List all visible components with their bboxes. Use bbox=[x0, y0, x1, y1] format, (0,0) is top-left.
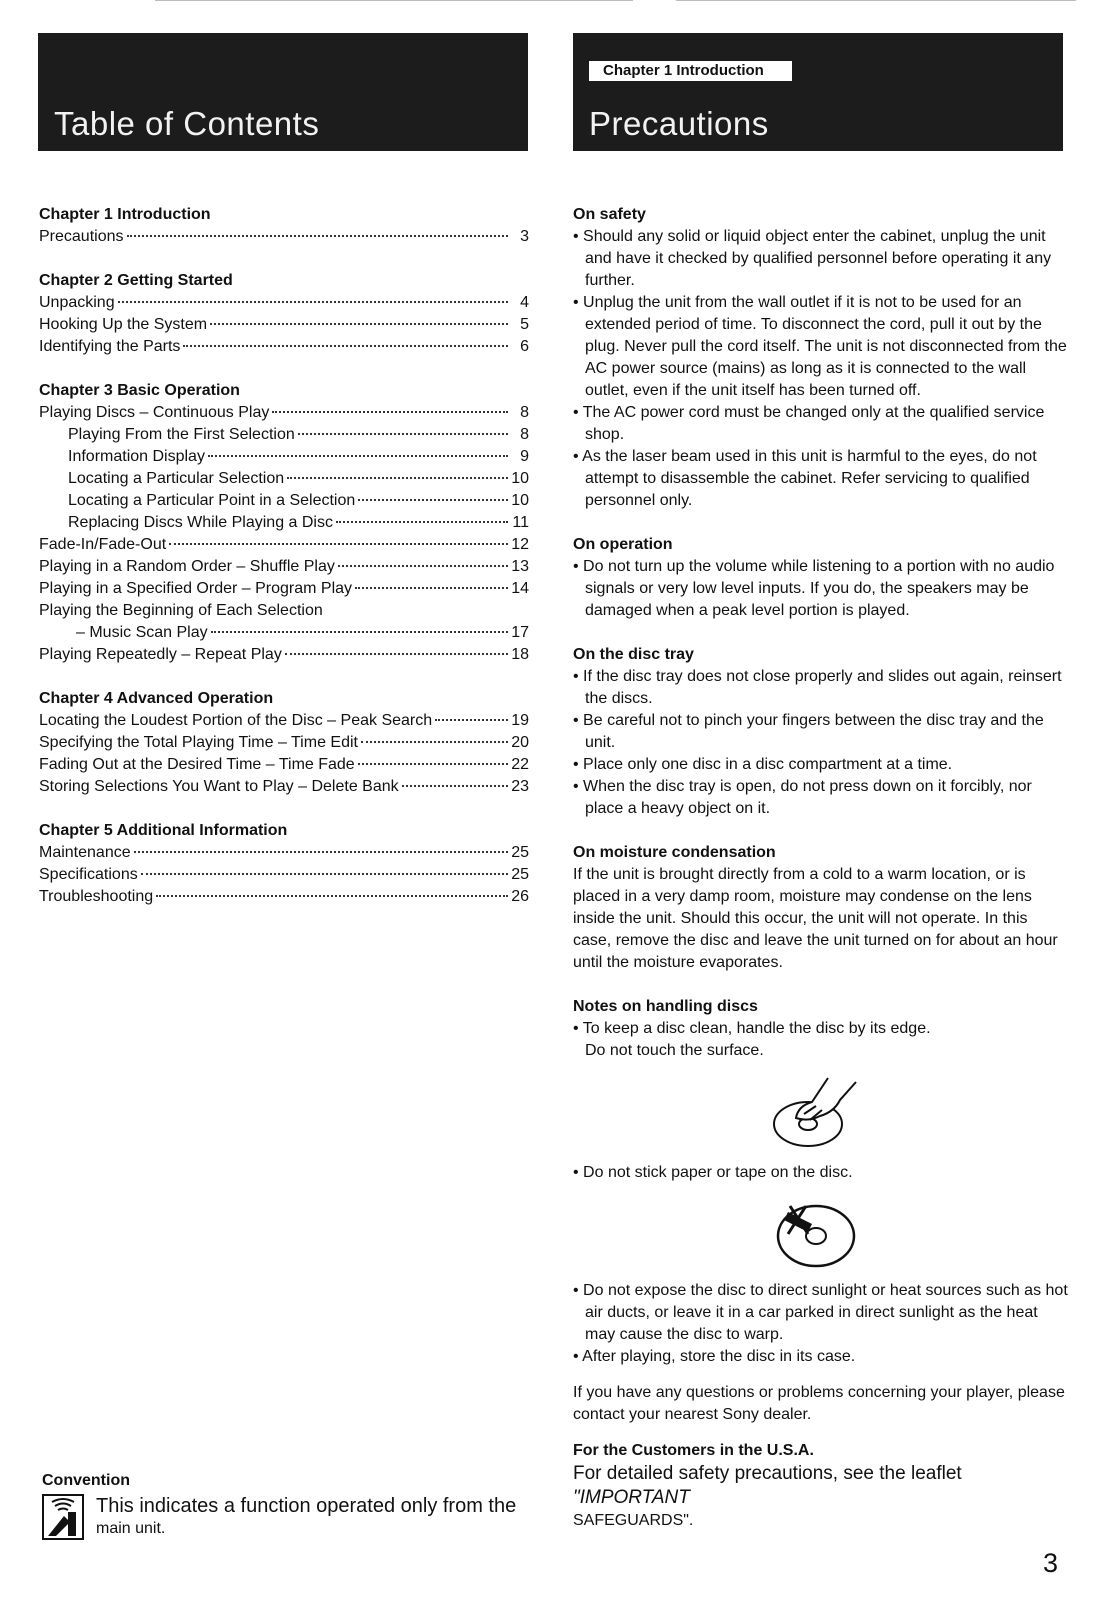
toc-entry-label: Precautions bbox=[39, 228, 124, 245]
leader-dots bbox=[287, 477, 508, 479]
toc-entry-page: 6 bbox=[520, 338, 529, 355]
convention-heading: Convention bbox=[42, 1472, 130, 1489]
toc-entry-label: Replacing Discs While Playing a Disc bbox=[68, 514, 333, 531]
toc-chapter-4: Chapter 4 Advanced Operation bbox=[39, 690, 274, 707]
leader-dots bbox=[402, 785, 508, 787]
leader-dots bbox=[285, 653, 508, 655]
convention-text-line2: main unit. bbox=[96, 1520, 166, 1537]
bullet-text: • Should any solid or liquid object enter the cabinet, unplug the unit and have it checked by qualified personnel before operating it any further. bbox=[573, 228, 1052, 289]
toc-entry-page: 26 bbox=[511, 888, 529, 905]
toc-entry-label: – Music Scan Play bbox=[76, 624, 208, 641]
toc-entry-label: Fading Out at the Desired Time – Time Fade bbox=[39, 756, 355, 773]
toc-entry-label: Information Display bbox=[68, 448, 205, 465]
leader-dots bbox=[210, 323, 508, 325]
customers-text-c: SAFEGUARDS". bbox=[573, 1512, 694, 1529]
toc-entry-label: Locating a Particular Point in a Selection bbox=[68, 492, 356, 509]
bullet-text: • After playing, store the disc in its case. bbox=[573, 1348, 856, 1365]
toc-entry-page: 23 bbox=[511, 778, 529, 795]
bullet-text: • As the laser beam used in this unit is harmful to the eyes, do not attempt to disassemble the cabinet. Refer servicing to qualified personnel only. bbox=[573, 448, 1037, 509]
leader-dots bbox=[358, 763, 508, 765]
section-heading: Notes on handling discs bbox=[573, 998, 758, 1015]
toc-entry[interactable] bbox=[39, 314, 529, 336]
toc-entry[interactable] bbox=[39, 556, 529, 578]
toc-entry-label: Playing in a Random Order – Shuffle Play bbox=[39, 558, 335, 575]
precautions-title: Precautions bbox=[589, 105, 769, 142]
toc-entry-page: 4 bbox=[520, 294, 529, 311]
toc-entry-page: 25 bbox=[511, 866, 529, 883]
bullet-text: • Do not expose the disc to direct sunlight or heat sources such as hot air ducts, or leave it in a car parked in direct sunlight as the heat may cause the disc to warp. bbox=[573, 1282, 1068, 1343]
toc-entry[interactable] bbox=[39, 292, 529, 314]
toc-entry[interactable] bbox=[39, 468, 529, 490]
toc-entry-label: Troubleshooting bbox=[39, 888, 154, 905]
toc-chapter-5: Chapter 5 Additional Information bbox=[39, 822, 288, 839]
toc-entry-label: Playing Discs – Continuous Play bbox=[39, 404, 270, 421]
leader-dots bbox=[156, 895, 508, 897]
leader-dots bbox=[208, 455, 508, 457]
disc-with-tape-illustration bbox=[768, 1194, 868, 1272]
toc-entry-page: 22 bbox=[511, 756, 529, 773]
toc-entry-page: 25 bbox=[511, 844, 529, 861]
bullet-text: Do not touch the surface. bbox=[585, 1042, 764, 1059]
customers-text-a: For detailed safety precautions, see the leaflet bbox=[573, 1463, 962, 1484]
toc-title: Table of Contents bbox=[54, 105, 320, 142]
toc-entry[interactable] bbox=[39, 622, 529, 644]
toc-entry-page: 8 bbox=[520, 404, 529, 421]
leader-dots bbox=[134, 851, 508, 853]
toc-entry-page: 8 bbox=[520, 426, 529, 443]
leader-dots bbox=[338, 565, 508, 567]
page-number: 3 bbox=[1043, 1548, 1059, 1578]
chapter-tag: Chapter 1 Introduction bbox=[589, 61, 792, 81]
toc-entry[interactable] bbox=[39, 446, 529, 468]
leader-dots bbox=[361, 741, 508, 743]
precautions-banner bbox=[573, 33, 1063, 151]
bullet-text: • Unplug the unit from the wall outlet if it is not to be used for an extended period of time. To disconnect the cord, pull it out by the plug. Never pull the cord itself. The unit is not disconnected from the AC power source (mains) as long as it is connected to the wall outlet, even if the unit itself has been turned off. bbox=[573, 294, 1067, 399]
leader-dots bbox=[435, 719, 508, 721]
toc-entry-label: Maintenance bbox=[39, 844, 131, 861]
toc-entry-label: Unpacking bbox=[39, 294, 115, 311]
main-unit-icon bbox=[42, 1494, 84, 1540]
paragraph-text: If the unit is brought directly from a cold to a warm location, or is placed in a very damp room, moisture may condense on the lens inside the unit. Should this occur, the unit will not operate. In this case, remove the disc and leave the unit turned on for about an hour until the moisture evaporates. bbox=[573, 866, 1058, 971]
customers-text bbox=[573, 1462, 1069, 1510]
leader-dots bbox=[211, 631, 508, 633]
section-heading: On moisture condensation bbox=[573, 844, 776, 861]
bullet-text: • Be careful not to pinch your fingers between the disc tray and the unit. bbox=[573, 712, 1044, 751]
leader-dots bbox=[272, 411, 508, 413]
toc-entry-label: Specifications bbox=[39, 866, 138, 883]
toc-entry[interactable] bbox=[39, 710, 529, 732]
toc-entry-page: 12 bbox=[511, 536, 529, 553]
toc-entry[interactable] bbox=[39, 864, 529, 886]
bullet-text: • When the disc tray is open, do not press down on it forcibly, nor place a heavy object on it. bbox=[573, 778, 1032, 817]
bullet-text: • If the disc tray does not close properly and slides out again, reinsert the discs. bbox=[573, 668, 1062, 707]
toc-entry-label: Hooking Up the System bbox=[39, 316, 208, 333]
toc-banner bbox=[38, 33, 528, 151]
top-rule-left bbox=[155, 0, 633, 1]
toc-entry-page: 18 bbox=[511, 646, 529, 663]
toc-entry-label[interactable]: Playing the Beginning of Each Selection bbox=[39, 602, 323, 619]
bullet-text: • The AC power cord must be changed only at the qualified service shop. bbox=[573, 404, 1045, 443]
toc-entry[interactable] bbox=[39, 424, 529, 446]
toc-entry[interactable] bbox=[39, 490, 529, 512]
bullet-text: • Place only one disc in a disc compartment at a time. bbox=[573, 756, 953, 773]
toc-chapter-1: Chapter 1 Introduction bbox=[39, 206, 211, 223]
toc-entry[interactable] bbox=[39, 226, 529, 248]
toc-entry-label: Locating the Loudest Portion of the Disc – Peak Search bbox=[39, 712, 433, 729]
toc-entry-page: 20 bbox=[511, 734, 529, 751]
table-of-contents bbox=[39, 204, 529, 908]
toc-entry[interactable] bbox=[39, 842, 529, 864]
bullet-text: • Do not turn up the volume while listening to a portion with no audio signals or very low level inputs. If you do, the speakers may be damaged when a peak level portion is played. bbox=[573, 558, 1055, 619]
convention-block bbox=[42, 1470, 532, 1540]
toc-entry[interactable] bbox=[39, 336, 529, 358]
leader-dots bbox=[355, 587, 508, 589]
convention-text-line1: This indicates a function operated only from the bbox=[96, 1495, 517, 1517]
toc-entry-page: 9 bbox=[520, 448, 529, 465]
leader-dots bbox=[169, 543, 508, 545]
section-heading: On operation bbox=[573, 536, 673, 553]
toc-entry-page: 11 bbox=[512, 514, 529, 531]
toc-entry-page: 5 bbox=[520, 316, 529, 333]
hand-holding-disc-illustration bbox=[768, 1072, 868, 1154]
bullet-text: • To keep a disc clean, handle the disc by its edge. bbox=[573, 1020, 931, 1037]
bullet-text: • Do not stick paper or tape on the disc. bbox=[573, 1164, 853, 1181]
toc-entry[interactable] bbox=[39, 732, 529, 754]
toc-entry[interactable] bbox=[39, 534, 529, 556]
toc-entry[interactable] bbox=[39, 402, 529, 424]
toc-entry-page: 10 bbox=[511, 492, 529, 509]
toc-entry-label: Storing Selections You Want to Play – Delete Bank bbox=[39, 778, 399, 795]
contact-text: If you have any questions or problems concerning your player, please contact your nearest Sony dealer. bbox=[573, 1384, 1065, 1423]
leader-dots bbox=[336, 521, 508, 523]
leader-dots bbox=[298, 433, 508, 435]
toc-chapter-2: Chapter 2 Getting Started bbox=[39, 272, 233, 289]
precautions-column bbox=[573, 204, 1069, 1532]
leader-dots bbox=[127, 235, 509, 237]
section-heading: On safety bbox=[573, 206, 646, 223]
toc-entry-page: 19 bbox=[511, 712, 529, 729]
toc-chapter-3: Chapter 3 Basic Operation bbox=[39, 382, 240, 399]
toc-entry-label: Playing in a Specified Order – Program Play bbox=[39, 580, 353, 597]
section-heading: For the Customers in the U.S.A. bbox=[573, 1442, 814, 1459]
toc-entry-label: Playing Repeatedly – Repeat Play bbox=[39, 646, 282, 663]
toc-entry[interactable] bbox=[39, 886, 529, 908]
leader-dots bbox=[118, 301, 508, 303]
customers-text-b: "IMPORTANT bbox=[573, 1487, 690, 1508]
toc-entry-label: Fade-In/Fade-Out bbox=[39, 536, 167, 553]
toc-entry-page: 14 bbox=[511, 580, 529, 597]
toc-entry-page: 17 bbox=[511, 624, 529, 641]
toc-entry-label: Locating a Particular Selection bbox=[68, 470, 285, 487]
top-rule-right bbox=[676, 0, 1076, 1]
section-heading: On the disc tray bbox=[573, 646, 694, 663]
toc-entry-label: Playing From the First Selection bbox=[68, 426, 295, 443]
leader-dots bbox=[358, 499, 508, 501]
toc-entry-label: Identifying the Parts bbox=[39, 338, 181, 355]
leader-dots bbox=[141, 873, 508, 875]
leader-dots bbox=[183, 345, 508, 347]
toc-entry-label: Specifying the Total Playing Time – Time Edit bbox=[39, 734, 358, 751]
toc-entry[interactable] bbox=[39, 754, 529, 776]
toc-entry-page: 13 bbox=[511, 558, 529, 575]
toc-entry[interactable] bbox=[39, 512, 529, 534]
toc-entry[interactable] bbox=[39, 644, 529, 666]
toc-entry-page: 3 bbox=[520, 228, 529, 245]
toc-entry[interactable] bbox=[39, 776, 529, 798]
toc-entry-page: 10 bbox=[511, 470, 529, 487]
toc-entry[interactable] bbox=[39, 578, 529, 600]
